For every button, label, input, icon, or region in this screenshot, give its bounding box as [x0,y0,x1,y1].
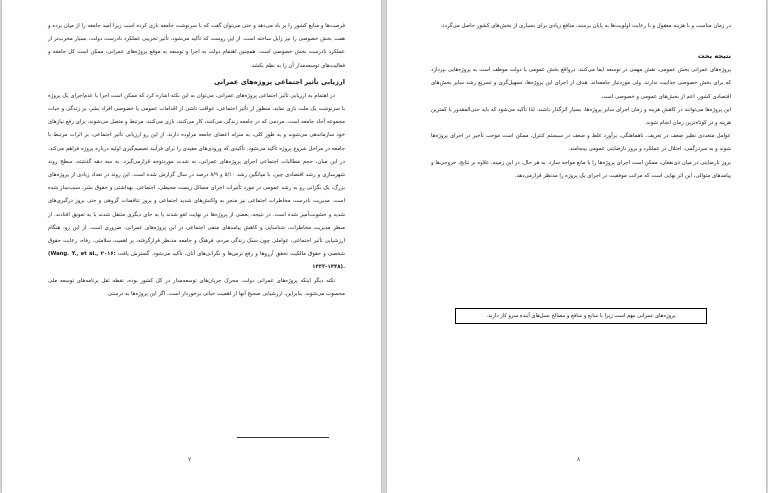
boxed-quote: پروژه‌های عمرانی مهم است زیرا با منابع و منافع و مصالح نسل‌های آینده سرو کار دارند. [455,308,707,324]
left-page [2,0,381,493]
left-closing-paragraph: نکته دیگر اینکه پروژه‌های عمرانی دولت، محرک جریان‌های توسعه‌مدار در کل کشور بوده، نقطه ثقل برنامه‌های توسعه ملی محسوب می‌شوند. بنابراین، ارزشیابی صحیح آنها از اهمیت حیاتی برخوردار است. اگر این پروژه‌ها به درستی [48,277,345,297]
left-citation: (Wang. Y., et al., ۲۰۱۶: ۱۴۳۳-۱۴۴۸). [48,251,345,271]
right-page [387,0,766,493]
left-body-paragraph [48,90,345,275]
right-intro-paragraph: در زمان مناسب و با هزینه معقول و با رعایت اولویت‌ها به پایان برسند، منافع زیادی برای بسیاری از بخش‌های کشور حاصل می‌گردد. [440,23,731,29]
left-section-heading: ارزیابی تأثیر اجتماعی پروژه‌های عمرانی [213,77,345,86]
left-body-text: در اهتمام به ارزیابی تأثیر اجتماعی پروژه‌های عمرانی، می‌توان به این نکته اشاره کرد که ممکن است اجرا یا عدم‌اجرای یک پروژه با سرنوشت یک ملت بازی نماید. منظور از تأثیر اجتماعی، عواقب ناشی از اقدامات عمومی یا خصوصی افراد بشر، بر زندگی و حیات مجموعه آحاد جامعه است. مردمی که در جامعه زندگی می‌کنند، کار می‌کنند، بازی می‌کنند، مرتبط و متصل می‌شوند، برای رفع نیازهای خود سازماندهی می‌شوند و به طور کلی، به منزله اعضای جامعه مراوده دارند. از این رو ارزیابی تأثیر اجتماعی، بر اثرات مرتبط با جامعه در مراحل شروع پروژه تأکید می‌شود. تأکیدی که ورودی‌های مفیدی را برای فرآیند تصمیم‌گیری اولیه درباره پروژه فراهم می‌کند. در این میان، حجم مطالبات اجتماعی اجرای پروژه‌های عمرانی، به شدت موردتوجه قرارمی‌گیرد. به سه دهه گذشته، سطح روند شهرسازی و رشد اقتصادی چین، با میانگین رشد ۵/۱۰ و ۸/۹ درصد در سال گزارش شده است. این روند در تعداد زیادی از پروژه‌های بزرگ، یک نگرانی رو به رشد عمومی در مورد تأثیرات اجرای مسائل زیست محیطی، اجتماعی، بهداشتی و حقوق بشر، سبب‌ساز شده است. مدیریت نادرست مخاطرات اجتماعی نیز منجر به واکنش‌های شدید اجتماعی و بروز تناقضات گروهی و حتی بروز درگیری‌های شدید و خشونت‌آمیز شده است. در نتیجه، بعضی از پروژه‌ها در نهایت لغو شدند یا به جای دیگری منتقل شدند یا به تعویق افتادند. از منظر مدیریت مخاطرات، شناسایی و کاهش پیامدهای منفی اجتماعی در این پروژه‌های عمرانی، ضروری است. از این رو، هنگام ارزشیابی تأثیر اجتماعی، عواملی چون سبک زندگی مردم، فرهنگ و جامعه مدنظر قرارگرفته، بر اهمیت سلامتی، رفاه، رعایت حقوق شخصی و حقوق مالکیت تحقق آرزوها و رفع ترس‌ها و نگرانی‌های آنان، تأکید می‌شود. [48,92,346,258]
conclusion-paragraph-2: این پروژه‌ها می‌توانند در کاهش هزینه و زمان اجرای سایر پروژه‌ها، بسیار اثرگذار باشند. لذا تأکید می‌شود که باید حتی‌المقدور با کمترین هزینه و در کوتاه‌ترین زمان انجام شوند. [431,106,731,127]
left-page-number: ۷ [188,456,192,463]
left-citation-lead: گسترش یافت [117,251,150,258]
right-page-number: ۸ [577,456,581,463]
left-intro-paragraph: فرصت‌ها و منابع کشور را بر باد می‌دهد و حتی می‌توان گفت که با سرنوشت جامعه بازی کرده است زیرا امید جامعه را از میان برده و همت بخش خصوصی را نیز زایل ساخته است. از این روست که تأکید می‌شود، تأثیر تخریبی عملکرد نادرست دولت، بسیار مخرب‌تر از عملکرد نادرست بخش خصوصی است. همچنین اهتمام دولت به اجرا و توسعه به موقع پروژه‌های عمرانی، ممکن است کل جامعه و فعالیت‌های توسعه‌مدار آن را به نظم بکشد. [48,23,345,69]
conclusion-paragraph-4: بروز نارضایتی در میان ذی‌نفعان، ممکن است اجرای پروژه‌ها را با مانع مواجه سازد. به هر حال، در این زمینه، علاوه بر نتایج، خروجی‌ها و پیامدهای متوالی، این اثر نهایی است که مراتب موفقیت در اجرای یک پروژه را مدنظر قرارمی‌دهد. [431,159,731,179]
footnote-divider [237,437,329,438]
left-page-column [48,20,345,301]
conclusion-heading: نتیجه بحث [697,52,731,61]
right-page-column [431,20,731,183]
conclusion-paragraph-1: پروژه‌های عمرانی بخش عمومی، نقش مهمی در توسعه ایفا می‌کنند. درواقع بخش عمومی یا دولت موظف است به پروژه‌هایی بپردازد که برای بخش خصوصی جذابیت ندارند، ولی موردنیاز جامعه‌اند. هدف از اجرای این پروژه‌ها، تسهیل‌گری و تسریع رشد سایر بخش‌های اقتصادی کشور، اعم از بخش‌های عمومی و خصوصی است. [431,67,731,100]
spacer [431,33,731,47]
conclusion-paragraph-3: عوامل متعددی نظیر ضعف در تعریف، ناهماهنگی، برآورد غلط و ضعف در سیستم کنترل، ممکن است موجب تأخیر در اجرای پروژه‌ها شوند و به سردرگمی، اختلال در عملکرد و بروز نارضایتی عمومی بینجامند. [431,133,731,153]
